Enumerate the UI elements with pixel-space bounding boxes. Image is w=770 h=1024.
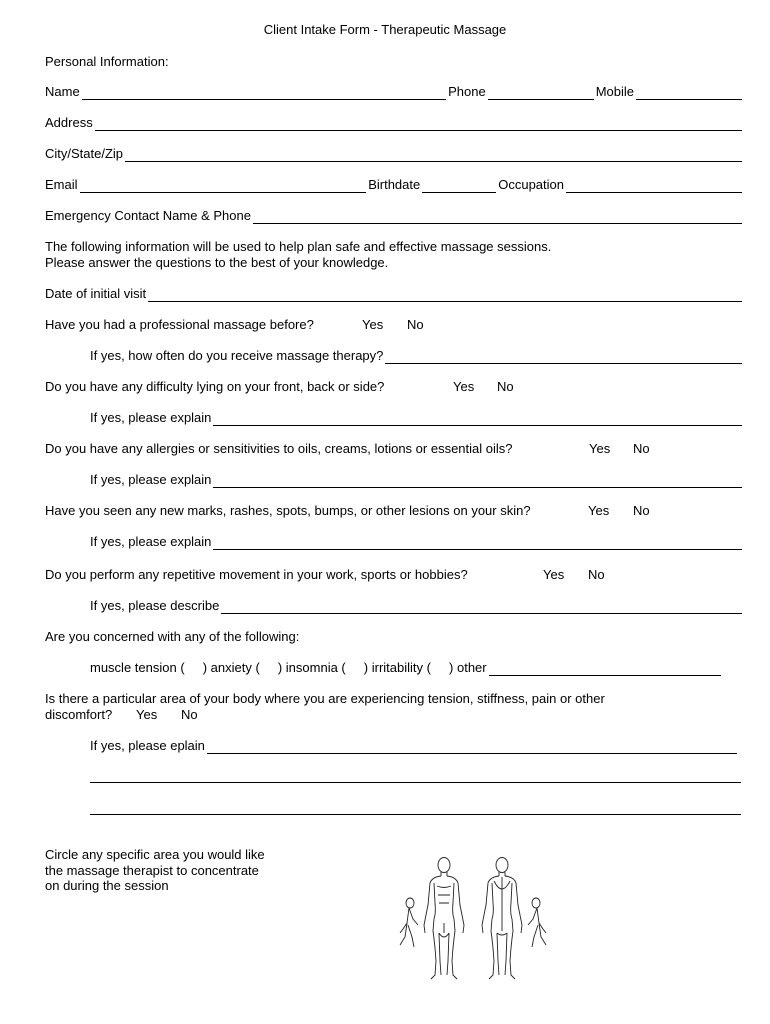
left-side-figure [400, 898, 418, 947]
q1-text: Have you had a professional massage before? [45, 317, 314, 332]
q3-follow-label: If yes, please explain [90, 472, 212, 487]
q3-yes[interactable]: Yes [589, 441, 611, 456]
occupation-field[interactable] [566, 180, 742, 193]
q6-other-field[interactable] [489, 663, 721, 676]
q1-no[interactable]: No [407, 317, 424, 332]
address-row [45, 115, 744, 131]
email-label: Email [45, 177, 78, 192]
q5-yes[interactable]: Yes [543, 567, 565, 582]
city-row [45, 146, 744, 162]
address-field[interactable] [95, 118, 742, 131]
q4-yes[interactable]: Yes [588, 503, 610, 518]
q7-text: Is there a particular area of your body where you are experiencing tension, stiffness, pain or other [45, 691, 605, 706]
city-label: City/State/Zip [45, 146, 124, 161]
q6-text: Are you concerned with any of the following: [45, 629, 300, 644]
q1-follow-field[interactable] [385, 351, 742, 364]
mobile-label: Mobile [595, 84, 634, 99]
intro-text: The following information will be used to help plan safe and effective massage sessions. Please answer the questions to the best of your knowledge. [45, 239, 552, 270]
initial-visit-row [45, 286, 744, 302]
personal-info-heading: Personal Information: [45, 54, 169, 69]
q4-text: Have you seen any new marks, rashes, spots, bumps, or other lesions on your skin? [45, 503, 531, 518]
q5-follow-field[interactable] [221, 601, 742, 614]
back-body-figure [482, 858, 522, 980]
front-body-figure [424, 858, 464, 980]
city-field[interactable] [125, 149, 742, 162]
body-diagram-icon[interactable] [390, 853, 555, 986]
q6-options-row [90, 660, 723, 676]
occupation-label: Occupation [498, 177, 564, 192]
emergency-row [45, 208, 744, 224]
q5-follow-row [90, 598, 744, 614]
initial-visit-field[interactable] [148, 289, 742, 302]
q5-no[interactable]: No [588, 567, 605, 582]
q7-follow-field[interactable] [207, 741, 737, 754]
q3-text: Do you have any allergies or sensitivities to oils, creams, lotions or essential oils? [45, 441, 513, 456]
page-title: Client Intake Form - Therapeutic Massage [263, 22, 507, 37]
q7-extra-line-2[interactable] [90, 813, 741, 815]
circle-instructions: Circle any specific area you would like the massage therapist to concentrate on during the session [45, 847, 265, 893]
q7-extra-line-1[interactable] [90, 781, 741, 783]
name-label: Name [45, 84, 80, 99]
q4-no[interactable]: No [633, 503, 650, 518]
q2-no[interactable]: No [497, 379, 514, 394]
q2-follow-field[interactable] [213, 413, 742, 426]
q1-follow-row [90, 348, 744, 364]
emergency-field[interactable] [253, 211, 742, 224]
emergency-label: Emergency Contact Name & Phone [45, 208, 251, 223]
q3-no[interactable]: No [633, 441, 650, 456]
mobile-field[interactable] [636, 87, 742, 100]
q2-text: Do you have any difficulty lying on your front, back or side? [45, 379, 385, 394]
email-field[interactable] [80, 180, 367, 193]
phone-field[interactable] [488, 87, 594, 100]
q2-follow-label: If yes, please explain [90, 410, 212, 425]
q2-follow-row [90, 410, 744, 426]
q5-follow-label: If yes, please describe [90, 598, 220, 613]
email-row [45, 177, 744, 193]
q4-follow-label: If yes, please explain [90, 534, 212, 549]
q7-follow-label: If yes, please eplain [90, 738, 205, 753]
name-row [45, 84, 744, 100]
q3-follow-field[interactable] [213, 475, 742, 488]
q7-follow-row [90, 738, 739, 754]
q1-follow-label: If yes, how often do you receive massage therapy? [90, 348, 384, 363]
name-field[interactable] [82, 87, 446, 100]
q4-follow-row [90, 534, 744, 550]
phone-label: Phone [448, 84, 486, 99]
q5-text: Do you perform any repetitive movement in your work, sports or hobbies? [45, 567, 468, 582]
initial-visit-label: Date of initial visit [45, 286, 147, 301]
q3-follow-row [90, 472, 744, 488]
right-side-figure [528, 898, 546, 947]
q1-yes[interactable]: Yes [362, 317, 384, 332]
q7-text-cont: discomfort? [45, 707, 113, 722]
q6-options[interactable]: muscle tension ( ) anxiety ( ) insomnia ( ) irritability ( ) other [90, 660, 487, 675]
q4-follow-field[interactable] [213, 537, 742, 550]
q7-no[interactable]: No [181, 707, 198, 722]
q7-yes[interactable]: Yes [136, 707, 158, 722]
birthdate-field[interactable] [422, 180, 496, 193]
birthdate-label: Birthdate [368, 177, 421, 192]
q2-yes[interactable]: Yes [453, 379, 475, 394]
address-label: Address [45, 115, 93, 130]
